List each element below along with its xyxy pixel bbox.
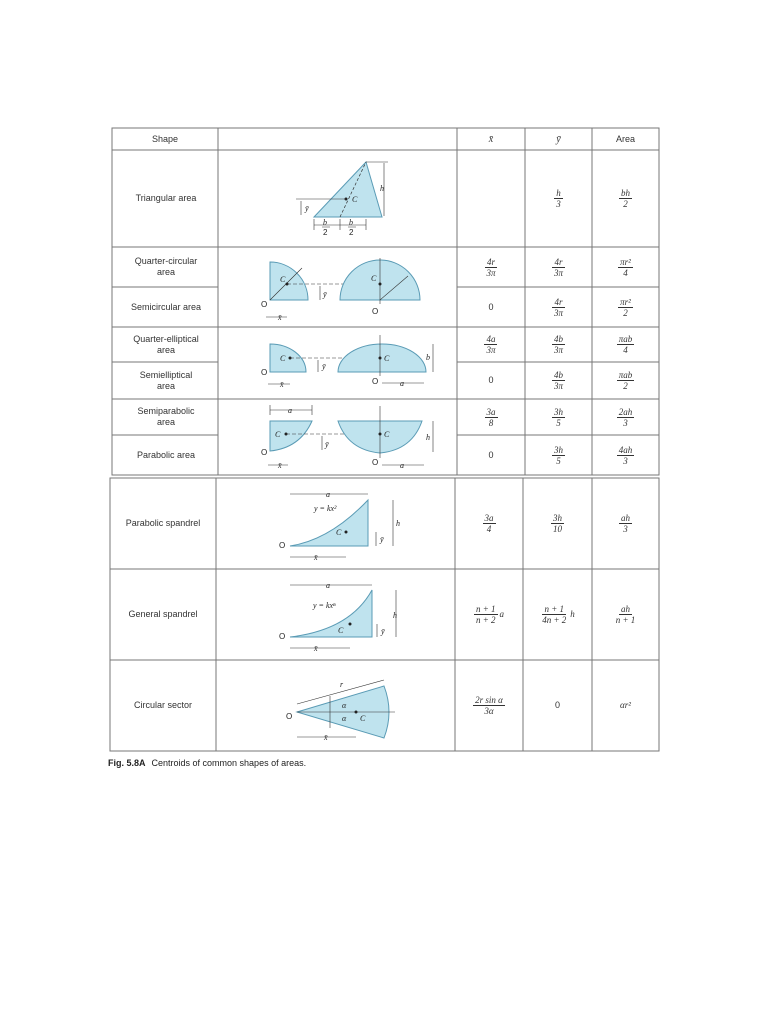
centroid-dot — [349, 623, 352, 626]
denominator: 2 — [623, 307, 628, 318]
h-label: h — [426, 433, 430, 442]
row-name-semielliptical: Semielliptical area — [139, 369, 193, 391]
numerator: bh — [621, 188, 630, 198]
header-x: x̄ — [488, 133, 494, 145]
a-label: a — [326, 581, 330, 590]
centroid-label: C — [338, 626, 344, 635]
centroid-label: C — [352, 195, 358, 204]
header-y: ȳ — [556, 133, 561, 145]
centroid-label: C — [371, 274, 377, 283]
denominator: 4 — [486, 524, 492, 534]
parabolic-spandrel-diagram — [279, 490, 400, 562]
numerator: 4ah — [618, 444, 633, 455]
general-spandrel-diagram — [279, 581, 397, 653]
b-half-right-den: 2 — [349, 228, 354, 237]
denominator: 3α — [484, 706, 494, 716]
b-label: b — [426, 353, 430, 362]
parabola-diagram — [261, 405, 433, 470]
origin-label: O — [279, 541, 286, 550]
semiellipse-shape — [338, 344, 426, 372]
row-name-parabolic: Parabolic area — [136, 449, 196, 460]
x-bar-label: x̄ — [314, 644, 318, 653]
centroid-label: C — [336, 528, 342, 537]
circle-diagram — [261, 258, 420, 322]
spandrel-shape — [290, 590, 372, 637]
cell-circular-sector-area: αr² — [620, 700, 631, 710]
denominator: 3π — [553, 267, 563, 278]
denominator: 3 — [623, 417, 628, 428]
origin-label: O — [372, 458, 379, 467]
header-shape: Shape — [151, 133, 179, 144]
cell-parabolic-x: 0 — [488, 449, 494, 460]
numerator: n + 1 — [544, 604, 565, 614]
numerator: 4r — [554, 256, 563, 267]
row-name-general-spandrel: General spandrel — [128, 609, 198, 619]
y-bar-label: ȳ — [325, 440, 329, 449]
caption-text: Centroids of common shapes of areas. — [151, 758, 307, 768]
a-label: a — [326, 490, 330, 499]
quarter-ellipse-shape — [270, 344, 306, 372]
numerator: 4r — [486, 256, 495, 267]
centroid-label: C — [384, 430, 390, 439]
denominator: 8 — [488, 417, 494, 428]
numerator: 4b — [553, 370, 563, 380]
cell-semielliptical-x: 0 — [488, 375, 494, 385]
figure-caption — [108, 758, 306, 768]
denominator: 3π — [553, 345, 563, 355]
r-label: r — [340, 680, 344, 689]
row-name-circular-sector: Circular sector — [133, 700, 192, 710]
numerator: 2ah — [618, 406, 633, 417]
y-bar-label: ȳ — [381, 627, 385, 636]
origin-label: O — [261, 300, 268, 309]
b-half-left-den: 2 — [323, 228, 328, 237]
numerator: 3h — [554, 406, 563, 417]
centroid-dot — [379, 433, 382, 436]
origin-label: O — [372, 307, 379, 316]
numerator: 3h — [553, 513, 562, 523]
denominator: 4n + 2 — [542, 615, 567, 625]
ellipse-diagram — [261, 335, 433, 389]
x-bar-label: x̄ — [278, 461, 282, 470]
suffix: h — [570, 609, 575, 619]
origin-label: O — [286, 712, 293, 721]
denominator: 4 — [623, 267, 628, 278]
row-name-semiparabolic: Semiparabolic area — [137, 406, 195, 427]
numerator: πab — [618, 370, 633, 380]
origin-label: O — [261, 368, 268, 377]
denominator: 3π — [553, 307, 563, 318]
circular-sector-diagram — [286, 680, 395, 742]
row-name-quarter-circular: Quarter-circular area — [134, 256, 198, 277]
centroid-label: C — [384, 354, 390, 363]
numerator: 4r — [554, 296, 563, 307]
numerator: h — [556, 188, 561, 198]
denominator: 3π — [486, 345, 496, 355]
y-bar-label: ȳ — [323, 290, 327, 299]
denominator: 3π — [486, 267, 496, 278]
centroid-dot — [379, 357, 382, 360]
denominator: 2 — [623, 199, 628, 209]
alpha-label: α — [342, 701, 347, 710]
denominator: n + 2 — [475, 615, 496, 625]
denominator: n + 1 — [615, 615, 636, 625]
row-name-triangular: Triangular area — [135, 193, 197, 203]
y-bar-label: ȳ — [322, 362, 326, 371]
centroid-label: C — [280, 275, 286, 284]
centroid-label: C — [275, 430, 281, 439]
numerator: πr² — [620, 296, 631, 307]
denominator: 3π — [553, 381, 563, 391]
suffix: a — [499, 609, 505, 619]
denominator: 10 — [553, 524, 562, 534]
origin-label: O — [261, 448, 268, 457]
row-name-semicircular: Semicircular area — [130, 301, 202, 312]
origin-label: O — [279, 632, 286, 641]
centroid-dot — [345, 531, 348, 534]
a-label: a — [400, 461, 404, 470]
centroid-label: C — [360, 714, 366, 723]
triangle-shape — [314, 162, 382, 217]
centroid-label: C — [280, 354, 286, 363]
numerator: 4a — [486, 334, 496, 344]
denominator: 2 — [623, 381, 628, 391]
centroid-dot — [379, 283, 382, 286]
y-bar-label: ȳ — [380, 535, 384, 544]
triangle-diagram — [296, 162, 388, 237]
denominator: 3 — [623, 455, 628, 466]
numerator: ah — [621, 513, 630, 523]
numerator: 3h — [554, 444, 563, 455]
numerator: 2r sin α — [475, 695, 503, 705]
denominator: 4 — [623, 345, 628, 355]
b-half-right-num: b — [349, 218, 353, 227]
x-bar-label: x̄ — [278, 313, 282, 322]
cell-circular-sector-y: 0 — [554, 700, 560, 710]
x-bar-label: x̄ — [314, 553, 318, 562]
numerator: n + 1 — [475, 604, 496, 614]
denominator: 5 — [556, 455, 561, 466]
numerator: 3a — [484, 513, 494, 523]
cell-semicircular-x: 0 — [488, 301, 494, 312]
numerator: πr² — [620, 256, 631, 267]
centroid-dot — [355, 711, 358, 714]
a-label: a — [400, 379, 404, 388]
row-name-parabolic-spandrel: Parabolic spandrel — [125, 518, 201, 528]
numerator: πab — [618, 334, 633, 344]
x-bar-label: x̄ — [280, 380, 284, 389]
x-bar-label: x̄ — [324, 733, 328, 742]
denominator: 3 — [556, 199, 561, 209]
header-area: Area — [615, 133, 635, 144]
y-bar-label: ȳ — [305, 204, 309, 213]
equation-label: y = kx² — [314, 504, 337, 513]
numerator: ah — [620, 604, 630, 614]
denominator: 3 — [623, 524, 628, 534]
h-label: h — [393, 611, 397, 620]
denominator: 5 — [556, 417, 561, 428]
a-label: a — [288, 406, 292, 415]
b-half-left-num: b — [323, 218, 327, 227]
h-label: h — [380, 184, 384, 193]
equation-label: y = kxⁿ — [313, 601, 336, 610]
h-label: h — [396, 519, 400, 528]
origin-label: O — [372, 377, 379, 386]
alpha-label: α — [342, 714, 347, 723]
numerator: 3a — [486, 406, 496, 417]
row-name-quarter-elliptical: Quarter-elliptical area — [133, 333, 199, 355]
numerator: 4b — [553, 334, 563, 344]
figure-number: Fig. 5.8A — [108, 758, 146, 768]
